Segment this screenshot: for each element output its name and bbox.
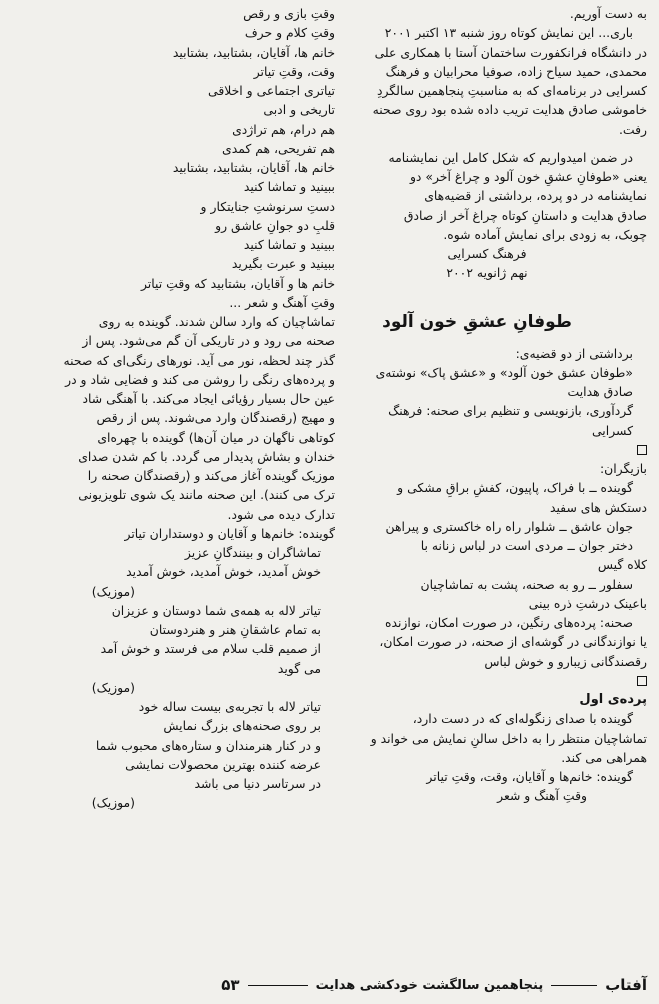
text-line: تدارک دیده می شود. — [227, 506, 335, 522]
cast-item: کلاه گیس — [597, 557, 647, 573]
text-line: نمایشنامه در دو پرده، برداشتی از قضیه‌های — [424, 188, 647, 204]
speech-line: تیاتر لاله با تجربه‌ی بیست ساله خود — [138, 699, 321, 714]
signature-name: فرهنگ کسرایی — [447, 246, 527, 261]
text-line: همراهی می کند. — [561, 749, 647, 765]
speech-line: تماشاگران و بینندگانِ عزیز — [184, 545, 321, 560]
credits-block — [347, 401, 647, 440]
cast-item: سفلور ــ رو به صحنه، پشت به تماشاچیان — [420, 576, 633, 592]
text-line: محمدی، حمید سیاح زاده، صوفیا محرابیان و فرهنگ — [385, 63, 647, 79]
text-line: تماشاچیان منتظر را به داخل سالنِ نمایش می خواند و — [370, 730, 647, 746]
text-line: یعنی «طوفانِ عشقِ خون آلود و چراغ آخر» دو — [409, 169, 647, 184]
text-line: رفت. — [618, 121, 647, 137]
text-line: خاموشی صادق هدایت تریب داده شده بود روی صحنه — [372, 102, 647, 118]
speech-line: عرضه کننده بهترین محصولات نمایشی — [125, 756, 321, 772]
text-line: یا نوازندگانی در گوشه‌ای از صحنه، در صورت امکان، — [379, 634, 647, 650]
act-paragraph — [347, 709, 647, 767]
narration-paragraph — [10, 312, 335, 524]
verse-line: هم تفریحی، هم کمدی — [222, 140, 335, 156]
speech-line: گوینده: خانم‌ها و آقایان و دوستداران تیاتر — [124, 525, 335, 541]
text-line: رقصندگانی زیبارو و خوش لباس — [484, 653, 647, 669]
square-separator — [347, 671, 647, 690]
text-line: و مهیج (رقصندگان وارد می‌شوند. پس از رقص — [96, 410, 335, 426]
text-line: صحنه می رود و در تاریکی آن گم می‌شود. پس از — [82, 333, 335, 349]
intro-paragraph — [347, 4, 647, 139]
play-title: طوفانِ عشقِ خون آلود — [382, 311, 572, 332]
text-line: گوینده با صدای زنگوله‌ای که در دست دارد، — [412, 711, 633, 727]
music-cue: (موزیک) — [91, 679, 135, 695]
cast-item: جوان عاشق ــ شلوار راه راه خاکستری و پیراهن — [385, 518, 633, 534]
footer-tagline: پنجاهمین سالگشت خودکشی هدایت — [315, 977, 544, 993]
verse-line: هم درام، هم تراژدی — [232, 121, 335, 137]
text-line: گردآوری، بازنویسی و تنظیم برای صحنه: فرهنگ — [388, 403, 633, 419]
right-column — [347, 4, 647, 806]
text-line: صحنه: پرده‌های رنگین، در صورت امکان، نوازنده — [384, 615, 633, 630]
verse-block — [10, 4, 335, 312]
speech-line: تیاتر لاله به همه‌ی شما دوستان و عزیزان — [111, 602, 321, 618]
verse-line: وقت، وقتِ تیاتر — [253, 63, 335, 79]
speech-block-2 — [10, 601, 335, 678]
verse-line: تیاتری اجتماعی و اخلاقی — [208, 83, 335, 98]
verse-line: ببینید و عبرت بگیرید — [231, 256, 335, 272]
music-cue: (موزیک) — [91, 795, 135, 811]
text-line: کسرایی — [591, 422, 633, 438]
act-heading: پرده‌ی اول — [579, 692, 647, 707]
text-line: عین حال بسیار رؤیائی ایجاد می‌کند. با آهنگی شاد — [82, 391, 335, 406]
cast-item: باعینک درشتِ ذره بینی — [528, 595, 647, 611]
text-line: صادق هدایت — [567, 384, 633, 399]
speech-line: و در کنار هنرمندان و ستاره‌های محبوب شما — [95, 737, 321, 753]
square-bullet-icon — [637, 676, 647, 686]
verse-line: تاریخی و ادبی — [263, 102, 335, 118]
music-cue: (موزیک) — [91, 583, 135, 599]
cast-list — [347, 478, 647, 613]
text-line: در ضمن امیدواریم که شکل کامل این نمایشنامه — [388, 149, 633, 165]
hope-paragraph — [347, 148, 647, 244]
text-line: وقتِ آهنگ و شعر — [497, 788, 587, 804]
act-speech — [347, 767, 647, 806]
text-line: گوینده: خانم‌ها و آقایان، وقت، وقتِ تیاتر — [426, 769, 633, 784]
text-line: موزیک گوینده آغاز می‌کند و (رقصندگان صحنه را — [87, 468, 335, 483]
cast-item: دستکش های سفید — [549, 499, 647, 515]
cast-item: دختر جوان ــ مردی است در لباس زنانه با — [420, 538, 633, 553]
source-block — [347, 344, 647, 402]
text-line: به دست آوریم. — [569, 6, 647, 21]
verse-line: وقتِ کلام و حرف — [244, 25, 335, 41]
text-line: چوبک، به زودی برای نمایش آماده شوه. — [443, 226, 647, 242]
speech-line: بر روی صحنه‌های بزرگ نمایش — [163, 718, 321, 734]
text-line: کسرایی در برنامه‌ای که به مناسبتِ پنجاهمین سالگردِ — [376, 83, 647, 98]
speech-line: خوش آمدید، خوش آمدید، خوش آمدید — [126, 564, 321, 580]
verse-line: ببینید و تماشا کنید — [243, 237, 335, 252]
footer-rule — [248, 985, 308, 986]
speech-block-1 — [10, 524, 335, 582]
cast-heading: بازیگران: — [599, 461, 647, 476]
text-line: برداشتی از دو قضیه‌ی: — [515, 345, 633, 361]
text-line: گذر چند لحظه، نور می آید. نورهای رنگی‌ای که صحنه — [63, 352, 335, 368]
page-footer — [12, 972, 647, 998]
text-line: در دانشگاه فرانکفورت ساختمان آستا با همکاری علی — [374, 44, 647, 60]
left-column — [10, 4, 335, 813]
text-line: خندان و بشاش پدیدار می گردد. با کم شدن صدای — [78, 448, 335, 464]
text-line: باری... این نمایش کوتاه روز شنبه ۱۳ اکتبر ۲۰۰۱ — [384, 25, 633, 41]
speech-block-3 — [10, 697, 335, 793]
text-line: «طوفان عشق خون آلود» و «عشق پاک» نوشته‌ی — [375, 364, 633, 380]
square-separator — [347, 440, 647, 459]
signature-date: نهم ژانویه ۲۰۰۲ — [446, 265, 528, 281]
verse-line: ببینید و تماشا کنید — [243, 179, 335, 195]
footer-brand: آفتاب — [605, 976, 647, 994]
square-bullet-icon — [637, 445, 647, 455]
verse-line: خانم ها، آقایان، بشتابید، بشتابید — [172, 44, 335, 60]
verse-line: خانم ها و آقایان، بشتابید که وقتِ تیاتر — [140, 275, 335, 291]
verse-line: دستِ سرنوشتِ جنایتکار و — [200, 198, 335, 214]
speech-line: در سرتاسر دنیا می باشد — [194, 776, 321, 791]
verse-line: خانم ها، آقایان، بشتابید، بشتابید — [172, 160, 335, 175]
text-line: و پرده‌های رنگی را روشن می کند و فضایی شاد و در — [65, 371, 335, 387]
cast-item: گوینده ــ با فراک، پاپیون، کفشِ براقِ مشکی و — [397, 480, 633, 496]
verse-line: قلبِ دو جوانِ عاشق رو — [215, 217, 335, 233]
footer-rule — [551, 985, 597, 986]
text-line: صادق هدایت و داستانِ کوتاه چراغ آخر از صادق — [403, 207, 647, 223]
text-line: کوتاهی ناگهان در میان آن‌ها) گوینده با چهره‌ای — [97, 429, 335, 445]
text-line: تماشاچیان که وارد سالن شدند. گوینده به روی — [98, 314, 335, 329]
verse-line: وقتِ بازی و رقص — [243, 6, 335, 21]
verse-line: وقتِ آهنگ و شعر ... — [229, 294, 335, 310]
speech-line: به تمام عاشقانِ هنر و هنردوستان — [149, 622, 321, 637]
stage-block — [347, 613, 647, 671]
speech-line: می گوید — [277, 660, 321, 676]
text-line: ترک می کنند). این صحنه مانند یک شوی تلویزیونی — [78, 487, 335, 503]
speech-line: از صمیم قلب سلام می فرستد و خوش آمد — [100, 641, 321, 657]
page-number: ۵۳ — [221, 976, 240, 994]
